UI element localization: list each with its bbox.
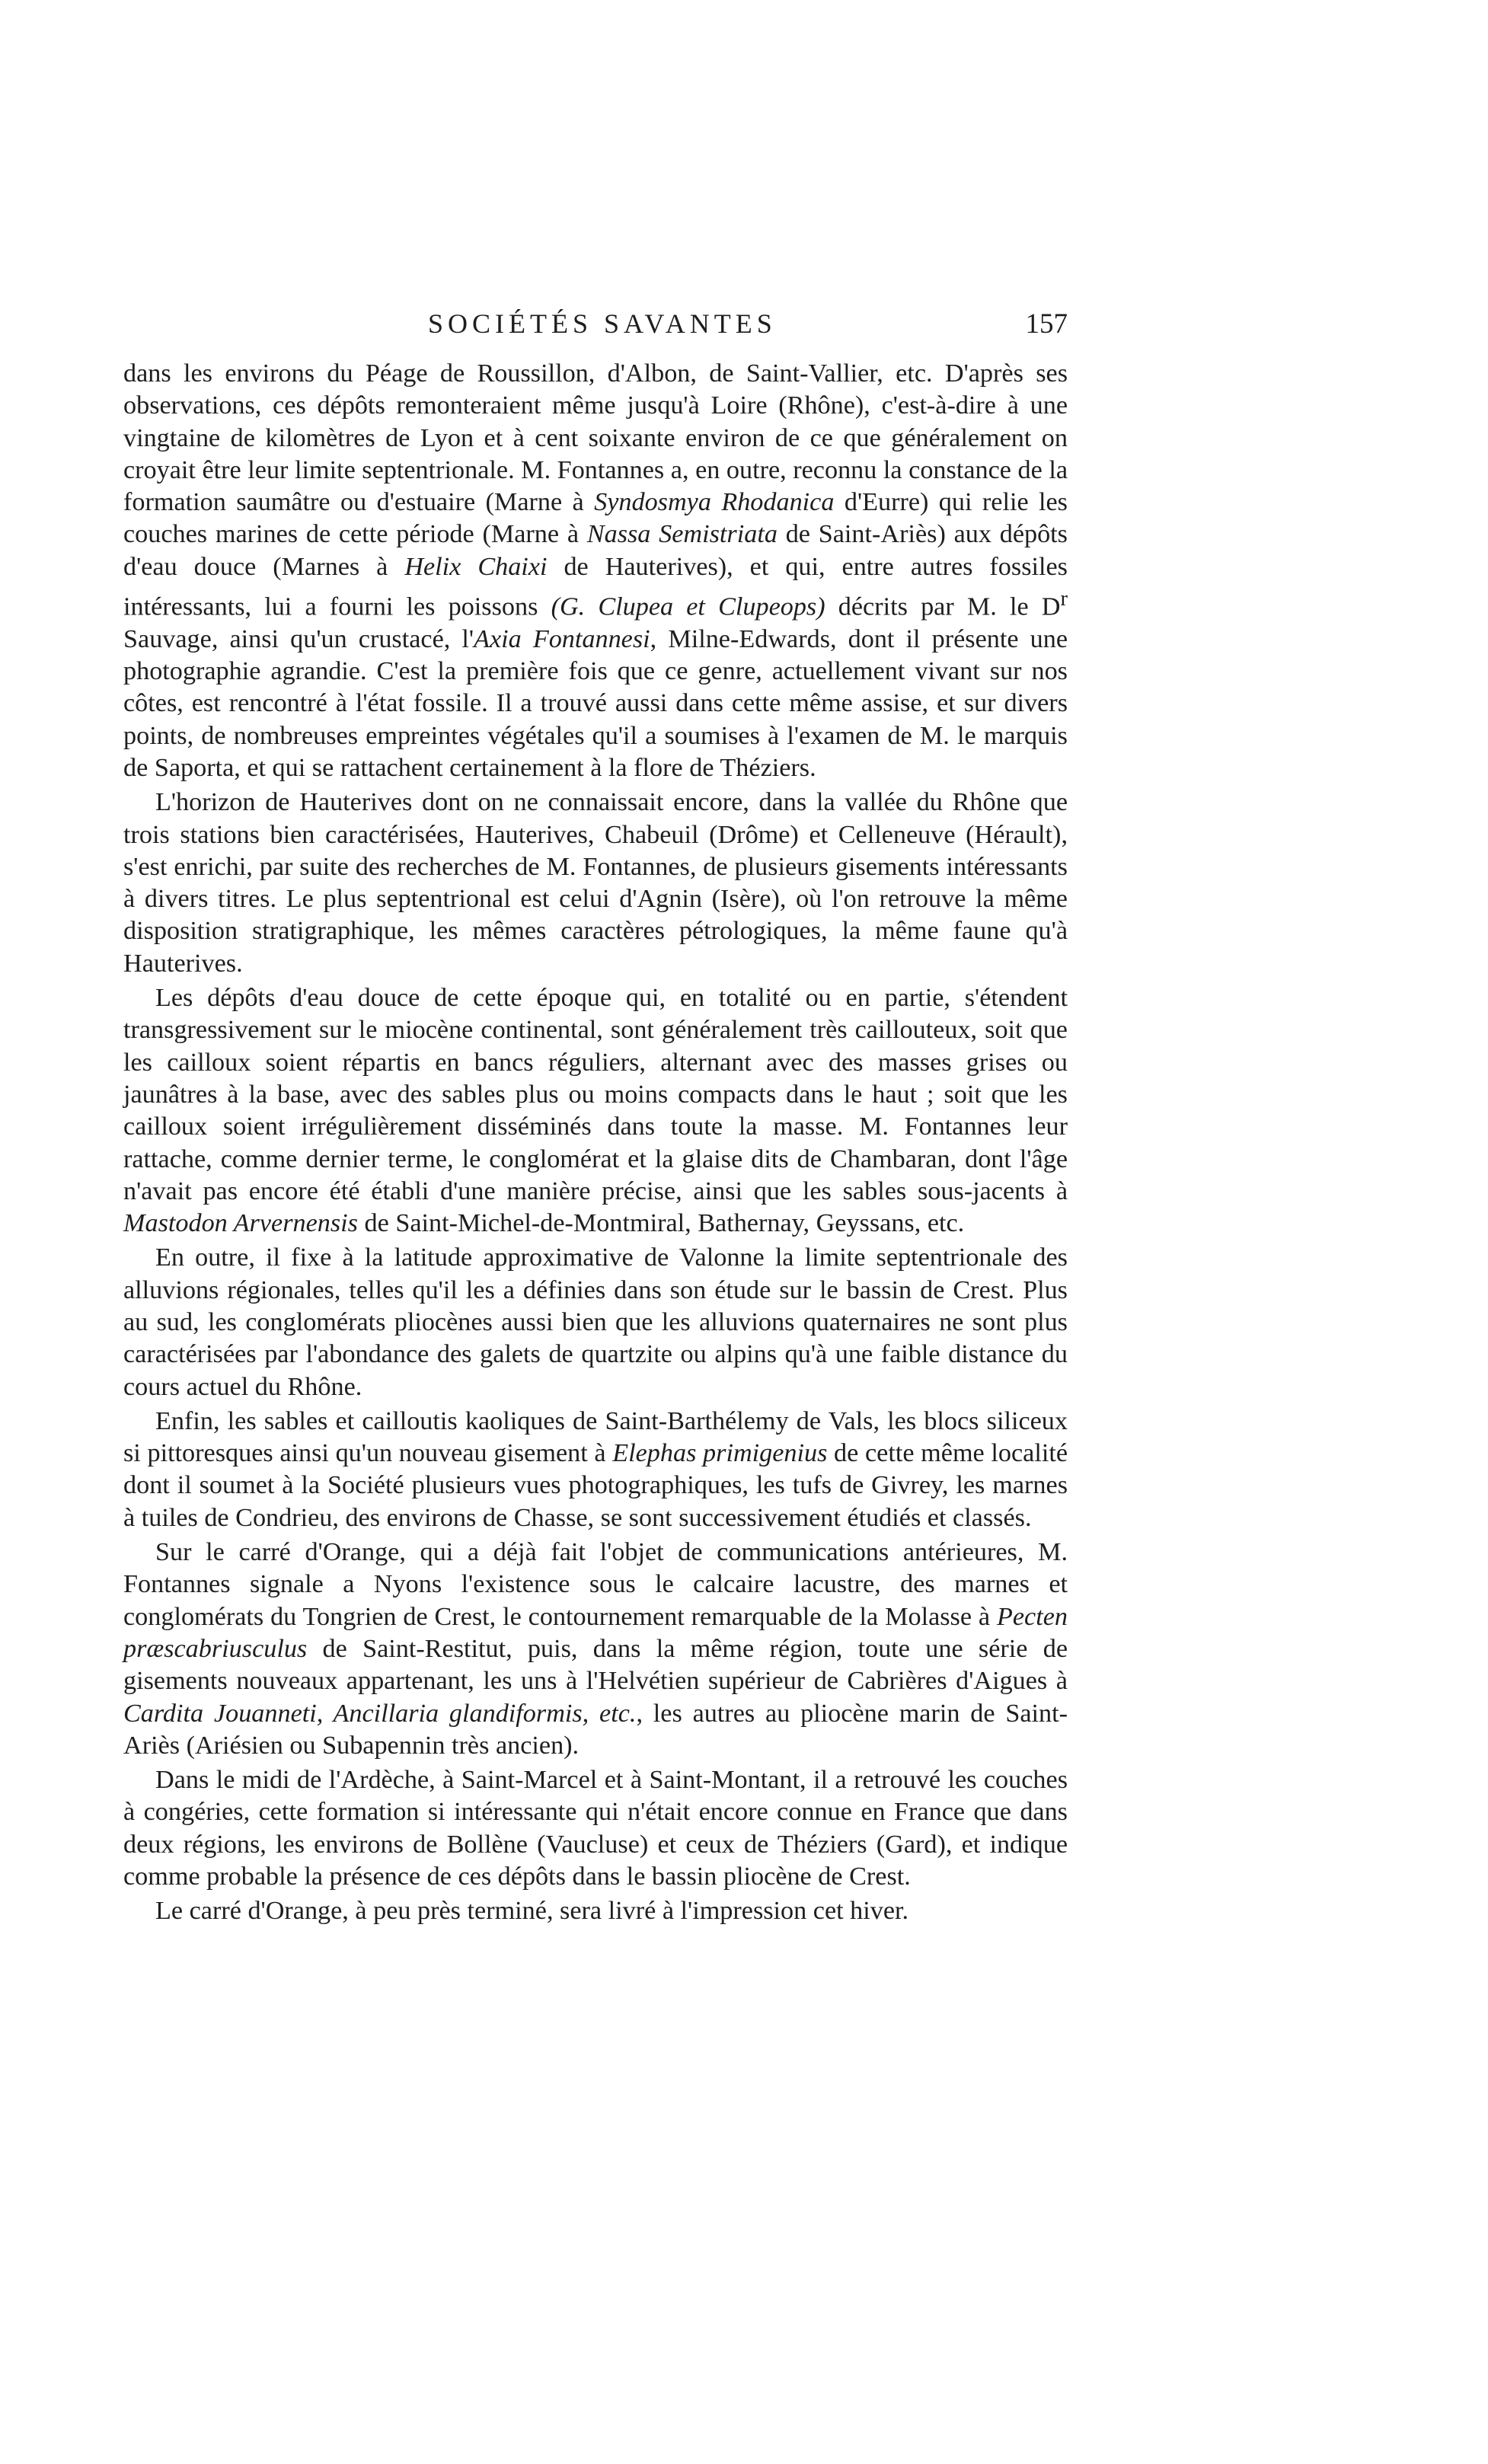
text-run: de Hauterives), et qui, entre autres fossiles intéressants, lui a fourni les poissons xyxy=(123,552,1068,621)
paragraph xyxy=(123,1406,1068,1534)
paragraph xyxy=(123,982,1068,1240)
text-run: de Saint-Ariès) aux dépôts d'eau douce (Marnes à xyxy=(123,520,1068,581)
paragraph xyxy=(123,1537,1068,1762)
text-run: de Saint-Michel-de-Montmiral, Bathernay, Geyssans, etc. xyxy=(358,1209,965,1238)
italic-term: Syndosmya Rhodanica xyxy=(594,488,835,517)
italic-term: Helix Chaixi xyxy=(404,552,548,581)
italic-term: Nassa Semistriata xyxy=(586,520,778,549)
paragraph xyxy=(123,358,1068,784)
text-run: décrits par M. le D xyxy=(825,592,1061,621)
text-run: Les dépôts d'eau douce de cette époque qui, en totalité ou en partie, s'étendent transgressivement sur le miocène continental, sont généralement très caillouteux, soit que les cailloux soient répartis en bancs réguliers, alternant avec des masses grises ou jaunâtres à la base, avec des sables plus ou moins compacts dans le haut ; soit que les cailloux soient irrégulièrement disséminés dans toute la masse. M. Fontannes leur rattache, comme dernier terme, le conglomérat et la glaise dits de Chambaran, dont l'âge n'avait pas encore été établi d'une manière précise, ainsi que les sables sous-jacents à xyxy=(123,984,1068,1205)
text-run: Dans le midi de l'Ardèche, à Saint-Marcel et à Saint-Montant, il a retrouvé les couches à congéries, cette formation si intéressante qui n'était encore connue en France que dans deux régions, les environs de Bollène (Vaucluse) et ceux de Théziers (Gard), et indique comme probable la présence de ces dépôts dans le bassin pliocène de Crest. xyxy=(123,1766,1068,1891)
italic-term: Elephas primigenius xyxy=(612,1439,828,1468)
text-run: Sur le carré d'Orange, qui a déjà fait l'objet de communications antérieures, M. Fontannes signale a Nyons l'existence sous le calcaire lacustre, des marnes et conglomérats du Tongrien de Crest, le contournement remarquable de la Molasse à xyxy=(123,1538,1068,1631)
text-run: d'Eurre) qui relie les couches marines de cette période (Marne à xyxy=(123,488,1068,549)
text-run: Enfin, les sables et cailloutis kaoliques de Saint-Barthélemy de Vals, les blocs siliceux si pittoresques ainsi qu'un nouveau gisement à xyxy=(123,1406,1068,1468)
text-run: En outre, il fixe à la latitude approximative de Valonne la limite septentrionale des alluvions régionales, telles qu'il les a définies dans son étude sur le bassin de Crest. Plus au sud, les conglomérats pliocènes aussi bien que les alluvions quaternaires ne sont plus caractérisées par l'abondance des galets de quartzite ou alpins qu'à une faible distance du cours actuel du Rhône. xyxy=(123,1243,1068,1401)
superscript: r xyxy=(1060,587,1068,611)
italic-term: (G. Clupea et Clupeops) xyxy=(551,592,825,621)
page-number: 157 xyxy=(1025,308,1068,340)
paragraph xyxy=(123,1242,1068,1403)
paragraph xyxy=(123,787,1068,980)
page-header xyxy=(123,305,1068,350)
text-run: de cette même localité dont il soumet à la Société plusieurs vues photographiques, les tufs de Givrey, les marnes à tuiles de Condrieu, des environs de Chasse, se sont successivement étudiés et classés. xyxy=(123,1439,1068,1532)
text-run: Le carré d'Orange, à peu près terminé, sera livré à l'impression cet hiver. xyxy=(155,1897,909,1926)
italic-term: Mastodon Arvernensis xyxy=(123,1209,358,1238)
italic-term: Axia Fontannesi xyxy=(474,624,650,653)
text-run: dans les environs du Péage de Roussillon, d'Albon, de Saint-Vallier, etc. D'après ses observations, ces dépôts remonteraient même jusqu'à Loire (Rhône), c'est-à-dire à une vingtaine de kilomètres de Lyon et à cent soixante environ de ce que généralement on croyait être leur limite septentrionale. M. Fontannes a, en outre, reconnu la constance de la formation saumâtre ou d'estuaire (Marne à xyxy=(123,359,1068,517)
running-head: SOCIÉTÉS SAVANTES xyxy=(428,308,777,339)
text-run: L'horizon de Hauterives dont on ne connaissait encore, dans la vallée du Rhône que trois stations bien caractérisées, Hauterives, Chabeuil (Drôme) et Celleneuve (Hérault), s'est enrichi, par suite des recherches de M. Fontannes, de plusieurs gisements intéressants à divers titres. Le plus septentrional est celui d'Agnin (Isère), où l'on retrouve la même disposition stratigraphique, les mêmes caractères pétrologiques, la même faune qu'à Hauterives. xyxy=(123,788,1068,978)
italic-term: Cardita Jouanneti, Ancillaria glandiformis, etc. xyxy=(123,1699,637,1728)
text-run: , Milne-Edwards, dont il présente une photographie agrandie. C'est la première fois que ce genre, actuellement vivant sur nos côtes, est rencontré à l'état fossile. Il a trouvé aussi dans cette même assise, et sur divers points, de nombreuses empreintes végétales qu'il a soumises à l'examen de M. le marquis de Saporta, et qui se rattachent certainement à la flore de Théziers. xyxy=(123,624,1068,782)
text-run: de Saint-Restitut, puis, dans la même région, toute une série de gisements nouveaux appartenant, les uns à l'Helvétien supérieur de Cabrières d'Aigues à xyxy=(123,1634,1068,1696)
italic-term: Pecten præscabriusculus xyxy=(123,1602,1068,1663)
paragraph xyxy=(123,1895,1068,1927)
paragraph xyxy=(123,1764,1068,1893)
text-run: Sauvage, ainsi qu'un crustacé, l' xyxy=(123,624,474,653)
article-body xyxy=(123,358,1068,1928)
text-run: , les autres au pliocène marin de Saint-Ariès (Ariésien ou Subapennin très ancien). xyxy=(123,1699,1068,1760)
